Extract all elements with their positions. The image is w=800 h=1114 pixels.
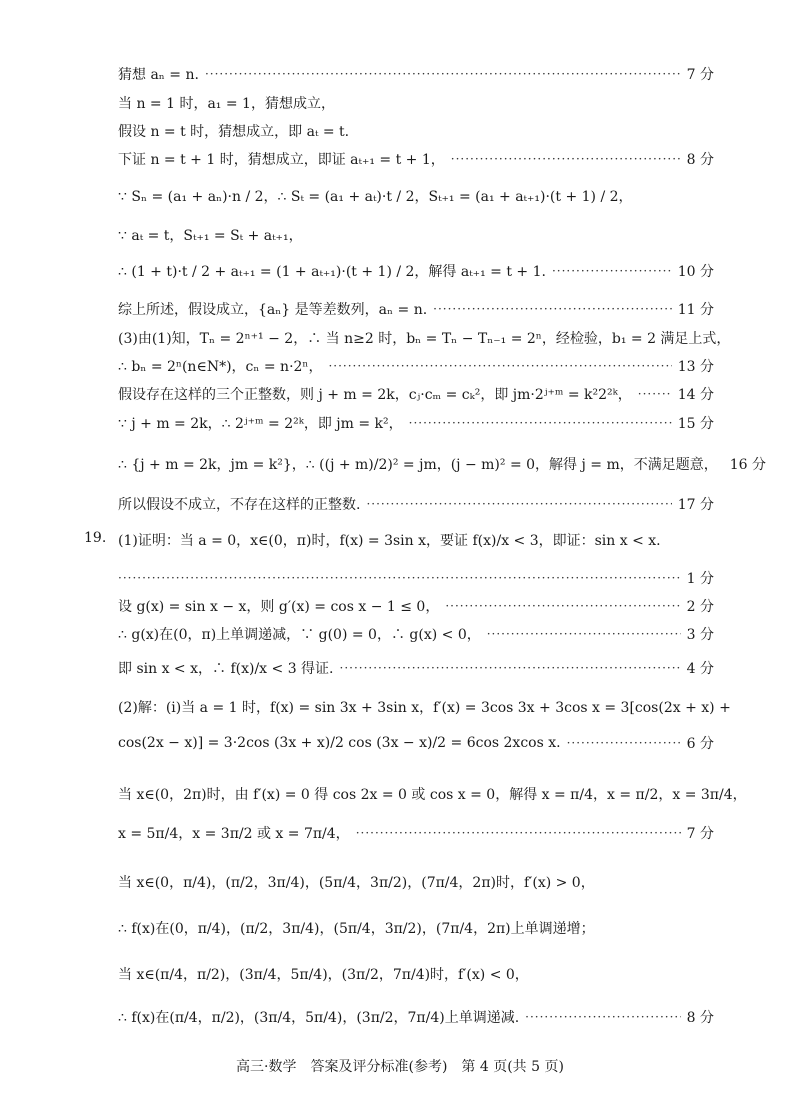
score-points: 2 分: [686, 599, 714, 615]
solution-line: ∵ Sₙ = (a₁ + aₙ)·n / 2，∴ Sₜ = (a₁ + aₜ)·t / 2，Sₜ₊₁ = (a₁ + aₜ₊₁)·(t + 1) / 2，: [118, 189, 633, 205]
dot-leader: [356, 826, 681, 840]
question-number: 19.: [84, 530, 107, 546]
score-points: 17 分: [677, 497, 714, 513]
dot-leader: [487, 627, 681, 641]
score-points: 10 分: [677, 264, 714, 280]
solution-line: 所以假设不成立，不存在这样的正整数. ····· 17 分: [118, 494, 714, 514]
solution-line: 即 sin x < x，∴ f(x)/x < 3 得证. ····· 4 分: [118, 658, 714, 678]
solution-line: ∴ (1 + t)·t / 2 + aₜ₊₁ = (1 + aₜ₊₁)·(t + 1) / 2，解得 aₜ₊₁ = t + 1. ····· 10 分: [118, 261, 714, 281]
dot-leader: [638, 387, 672, 401]
solution-line: 设 g(x) = sin x − x，则 g′(x) = cos x − 1 ≤ 0， ····· 2 分: [118, 596, 714, 616]
solution-line: 当 n = 1 时，a₁ = 1，猜想成立，: [118, 96, 335, 112]
dot-leader: [525, 1010, 680, 1024]
score-points: 8 分: [686, 1010, 714, 1026]
score-points: 4 分: [686, 661, 714, 677]
score-points: 14 分: [677, 387, 714, 403]
solution-line: 下证 n = t + 1 时，猜想成立，即证 aₜ₊₁ = t + 1， ····· 8 分: [118, 149, 714, 169]
solution-line: 猜想 aₙ = n. ····· 7 分: [118, 64, 714, 84]
score-points: 16 分: [729, 457, 767, 473]
solution-line: 当 x∈(π/4，π/2)，(3π/4，5π/4)，(3π/2，7π/4)时，f′(x) < 0，: [118, 967, 529, 983]
dot-leader: [205, 67, 681, 81]
score-points: 7 分: [686, 67, 714, 83]
dot-leader: [451, 152, 681, 166]
dot-leader: [409, 416, 672, 430]
dot-leader: [366, 497, 671, 511]
solution-line: [118, 568, 714, 588]
score-points: 6 分: [686, 736, 714, 752]
dot-leader: [433, 302, 672, 316]
solution-line: x = 5π/4，x = 3π/2 或 x = 7π/4， ····· 7 分: [118, 823, 714, 843]
dot-leader: [340, 661, 681, 675]
solution-line: cos(2x − x)] = 3·2cos (3x + x)/2 cos (3x − x)/2 = 6cos 2xcos x. ····· 6 分: [118, 733, 714, 753]
solution-line: ∴ f(x)在(π/4，π/2)，(3π/4，5π/4)，(3π/2，7π/4)上单调递减. ····· 8 分: [118, 1007, 714, 1027]
score-points: 15 分: [677, 416, 714, 432]
score-points: 1 分: [686, 571, 714, 587]
score-points: 7 分: [686, 826, 714, 842]
solution-line: 综上所述，假设成立，{aₙ} 是等差数列，aₙ = n. ····· 11 分: [118, 299, 714, 319]
solution-line: 假设 n = t 时，猜想成立，即 aₜ = t.: [118, 124, 350, 140]
page-footer: 高三·数学 答案及评分标准(参考) 第 4 页(共 5 页): [236, 1059, 564, 1075]
dot-leader: [118, 571, 681, 585]
score-points: 13 分: [677, 359, 714, 375]
solution-line: ∵ aₜ = t，Sₜ₊₁ = Sₜ + aₜ₊₁，: [118, 228, 303, 244]
score-points: 11 分: [677, 302, 714, 318]
score-points: 8 分: [686, 152, 714, 168]
solution-line: ∴ {j + m = 2k，jm = k²}，∴ ((j + m)/2)² = jm，(j − m)² = 0，解得 j = m，不满足题意， 16 分: [118, 454, 714, 474]
solution-line: ∴ f(x)在(0，π/4)，(π/2，3π/4)，(5π/4，3π/2)，(7π/4，2π)上单调递增；: [118, 921, 595, 937]
solution-line: (1)证明：当 a = 0，x∈(0，π)时，f(x) = 3sin x，要证 f(x)/x < 3，即证：sin x < x.: [118, 533, 661, 549]
solution-line: 当 x∈(0，2π)时，由 f′(x) = 0 得 cos 2x = 0 或 cos x = 0，解得 x = π/4，x = π/2，x = 3π/4，: [118, 787, 747, 803]
solution-line: ∵ j + m = 2k，∴ 2ʲ⁺ᵐ = 2²ᵏ，即 jm = k²， ····· 15 分: [118, 413, 714, 433]
dot-leader: [445, 599, 680, 613]
dot-leader: [567, 736, 681, 750]
dot-leader: [328, 359, 671, 373]
solution-line: 当 x∈(0，π/4)，(π/2，3π/4)，(5π/4，3π/2)，(7π/4，2π)时，f′(x) > 0，: [118, 875, 595, 891]
solution-line: (3)由(1)知，Tₙ = 2ⁿ⁺¹ − 2，∴ 当 n≥2 时，bₙ = Tₙ − Tₙ₋₁ = 2ⁿ，经检验，b₁ = 2 满足上式，: [118, 331, 731, 347]
score-points: 3 分: [686, 627, 714, 643]
dot-leader: [552, 264, 672, 278]
solution-line: 假设存在这样的三个正整数，则 j + m = 2k，cⱼ·cₘ = cₖ²，即 jm·2ʲ⁺ᵐ = k²2²ᵏ， ····· 14 分: [118, 384, 714, 404]
solution-line: ∴ g(x)在(0，π)上单调递减，∵ g(0) = 0，∴ g(x) < 0， ····· 3 分: [118, 624, 714, 644]
solution-line: (2)解：(i)当 a = 1 时，f(x) = sin 3x + 3sin x，f′(x) = 3cos 3x + 3cos x = 3[cos(2x + x) +: [118, 700, 731, 716]
solution-line: ∴ bₙ = 2ⁿ(n∈N*)，cₙ = n·2ⁿ， ····· 13 分: [118, 356, 714, 376]
